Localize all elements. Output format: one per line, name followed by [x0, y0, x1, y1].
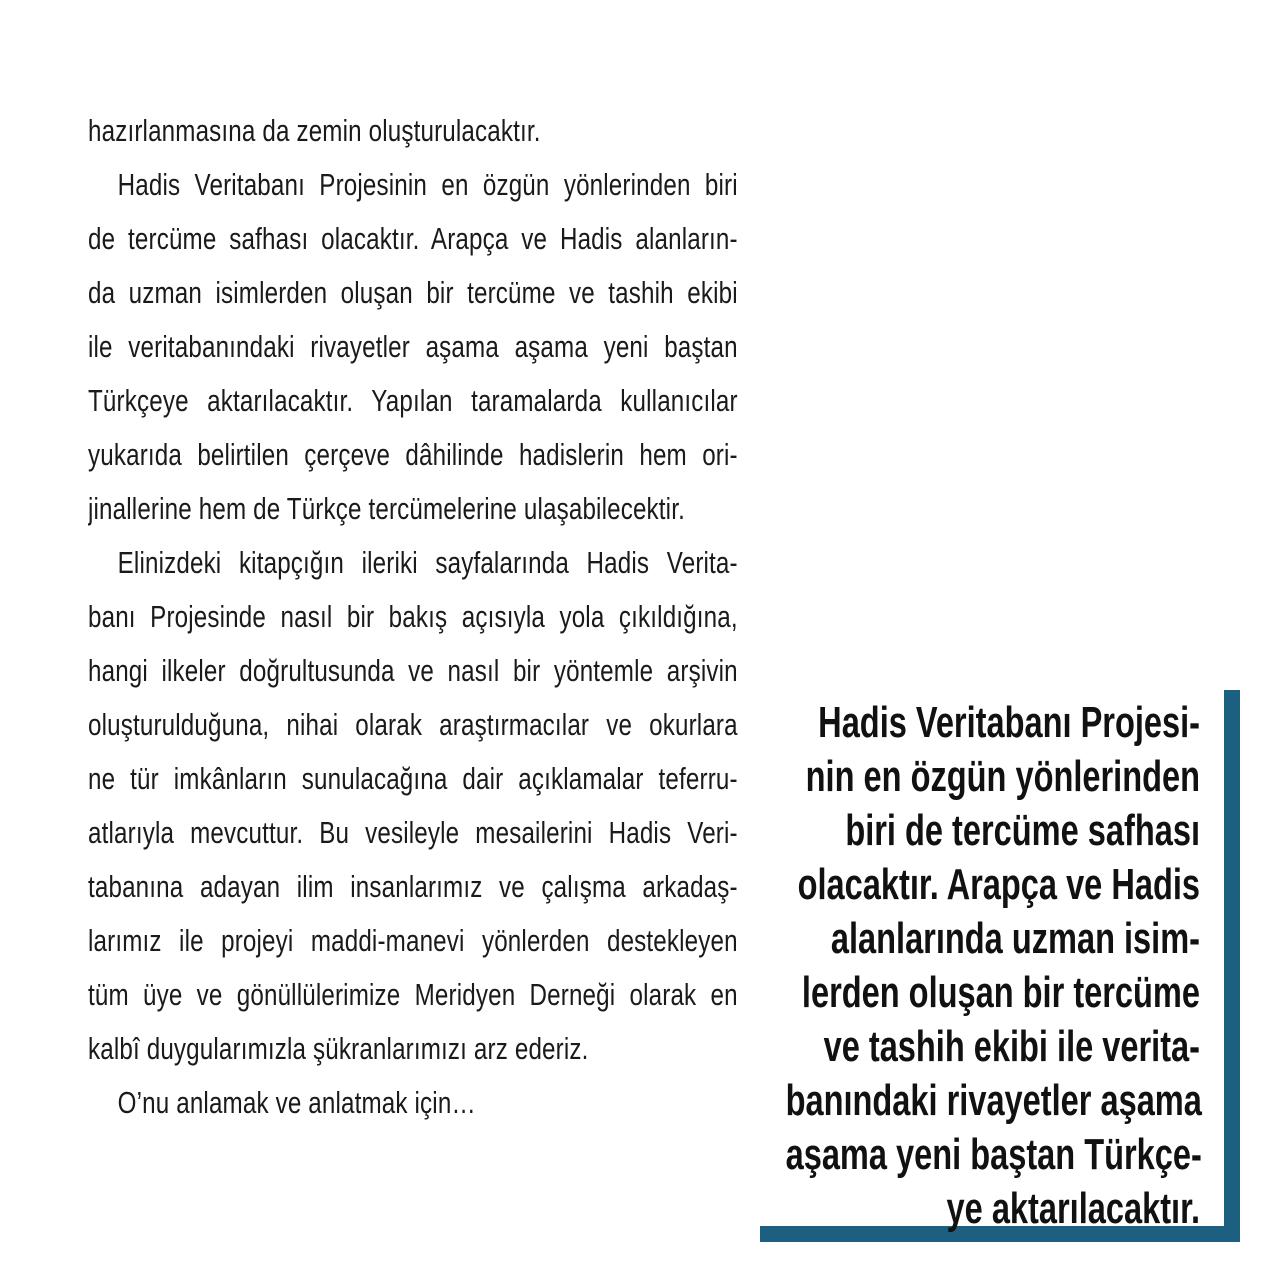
pull-quote-line: Hadis Veritabanı Projesi- — [818, 698, 1200, 747]
pull-quote-right-border — [1224, 690, 1240, 1242]
body-line: banı Projesinde nasıl bir bakış açısıyla yola çıkıldığına, — [88, 599, 738, 634]
body-line: Elinizdeki kitapçığın ileriki sayfalarında Hadis Verita- — [117, 545, 738, 580]
pull-quote-line: olacaktır. Arapça ve Hadis — [797, 860, 1200, 909]
body-line: atlarıyla mevcuttur. Bu vesileyle mesailerini Hadis Veri- — [88, 815, 738, 850]
body-line: tabanına adayan ilim insanlarımız ve çalışma arkadaş- — [88, 869, 738, 904]
body-line: ne tür imkânların sunulacağına dair açıklamalar teferru- — [88, 761, 738, 796]
pull-quote-line: biri de tercüme safhası — [845, 806, 1200, 855]
body-line: de tercüme safhası olacaktır. Arapça ve Hadis alanların- — [88, 221, 738, 256]
body-line: hazırlanmasına da zemin oluşturulacaktır. — [88, 113, 541, 148]
body-line: yukarıda belirtilen çerçeve dâhilinde hadislerin hem ori- — [88, 437, 738, 472]
pull-quote-line: banındaki rivayetler aşama — [785, 1076, 1202, 1125]
body-line: kalbî duygularımızla şükranlarımızı arz ederiz. — [88, 1031, 589, 1066]
pull-quote-line: lerden oluşan bir tercüme — [801, 968, 1200, 1017]
body-line: ile veritabanındaki rivayetler aşama aşama yeni baştan — [88, 329, 738, 364]
body-line: oluşturulduğuna, nihai olarak araştırmacılar ve okurlara — [88, 707, 738, 742]
body-line: hangi ilkeler doğrultusunda ve nasıl bir yöntemle arşivin — [88, 653, 738, 688]
pull-quote-line: alanlarında uzman isim- — [830, 914, 1200, 963]
body-line: jinallerine hem de Türkçe tercümelerine ulaşabilecektir. — [88, 491, 685, 526]
pull-quote-line: ye aktarılacaktır. — [946, 1184, 1200, 1233]
body-line: da uzman isimlerden oluşan bir tercüme ve tashih ekibi — [88, 275, 738, 310]
pull-quote-line: ve tashih ekibi ile verita- — [823, 1022, 1200, 1071]
pull-quote-line: aşama yeni baştan Türkçe- — [785, 1130, 1202, 1179]
body-line: Hadis Veritabanı Projesinin en özgün yönlerinden biri — [117, 167, 738, 202]
pull-quote — [760, 690, 1240, 1242]
pull-quote-line: nin en özgün yönlerinden — [805, 752, 1200, 801]
body-line: tüm üye ve gönüllülerimize Meridyen Derneği olarak en — [88, 977, 738, 1012]
body-line: O’nu anlamak ve anlatmak için… — [117, 1085, 476, 1120]
pull-quote-text — [640, 696, 1200, 1236]
body-line: Türkçeye aktarılacaktır. Yapılan taramalarda kullanıcılar — [88, 383, 738, 418]
body-line: larımız ile projeyi maddi-manevi yönlerden destekleyen — [88, 923, 738, 958]
